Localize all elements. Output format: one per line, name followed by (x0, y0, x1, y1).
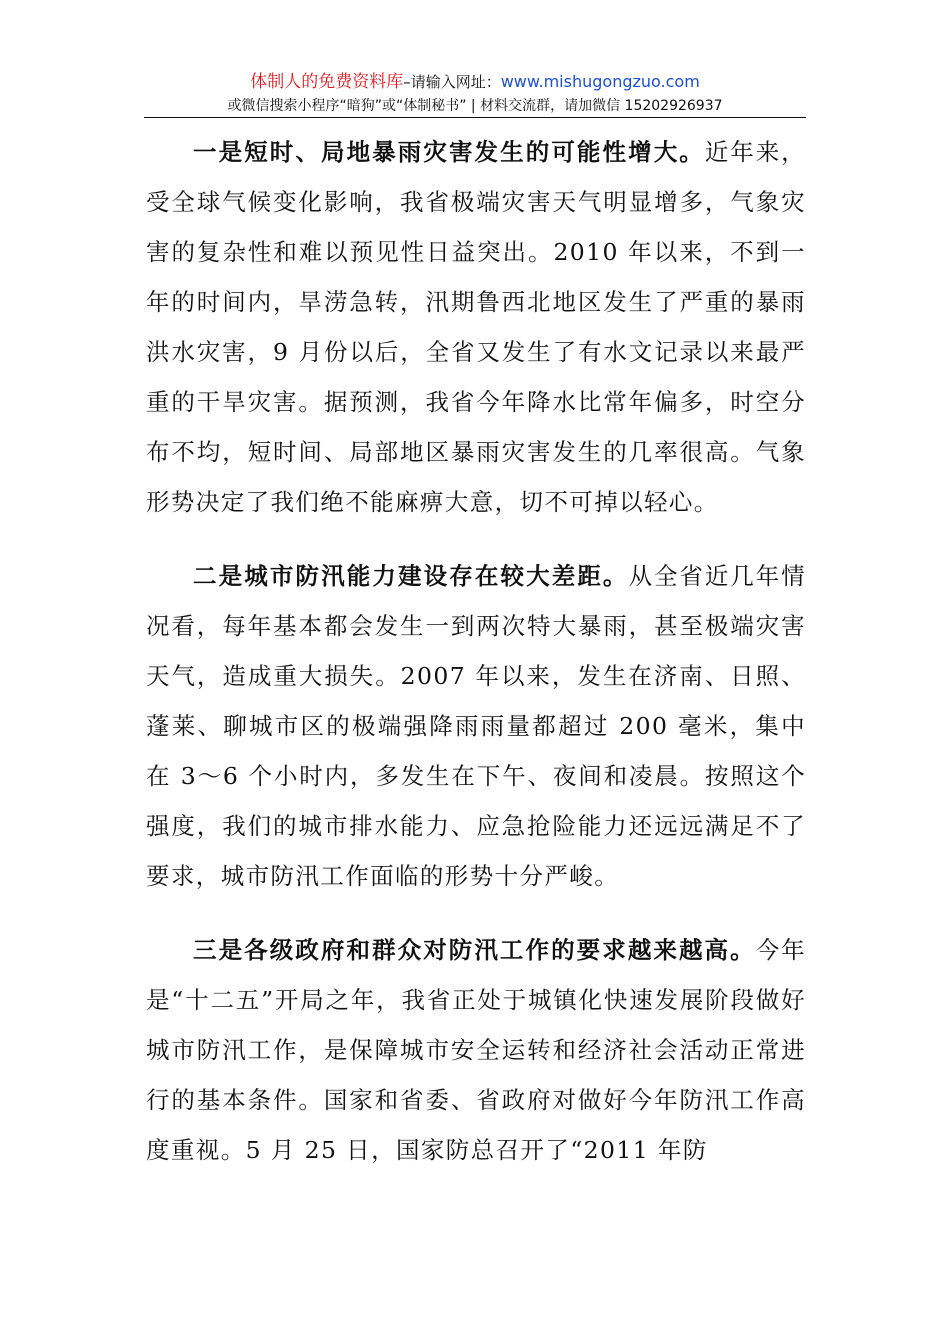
page-header (144, 70, 806, 118)
paragraph-2 (146, 551, 806, 901)
header-line-2: 或微信搜索小程序“暗狗”或“体制秘书” | 材料交流群，请加微信 15202926937 (227, 98, 723, 114)
header-brand: 体制人的免费资料库 (250, 72, 404, 92)
paragraph-2-body: 从全省近几年情况看，每年基本都会发生一到两次特大暴雨，甚至极端灾害天气，造成重大损失。2007 年以来，发生在济南、日照、蓬莱、聊城市区的极端强降雨雨量都超过 200 毫米，集中在 3～6 个小时内，多发生在下午、夜间和凌晨。按照这个强度，我们的城市排水能力、应急抢险能力还远远满足不了要求，城市防汛工作面临的形势十分严峻。 (146, 562, 806, 890)
paragraph-2-lead: 二是城市防汛能力建设存在较大差距。 (193, 562, 629, 590)
paragraph-1 (146, 127, 806, 527)
header-url-link[interactable]: www.mishugongzuo.com (500, 72, 700, 91)
paragraph-1-lead: 一是短时、局地暴雨灾害发生的可能性增大。 (193, 138, 705, 166)
paragraph-3 (146, 925, 806, 1175)
header-prompt: –请输入网址： (403, 73, 501, 91)
paragraph-1-body: 近年来，受全球气候变化影响，我省极端灾害天气明显增多，气象灾害的复杂性和难以预见性日益突出。2010 年以来，不到一年的时间内，旱涝急转，汛期鲁西北地区发生了严重的暴雨洪水灾害，9 月份以后，全省又发生了有水文记录以来最严重的干旱灾害。据预测，我省今年降水比常年偏多，时空分布不均，短时间、局部地区暴雨灾害发生的几率很高。气象形势决定了我们绝不能麻痹大意，切不可掉以轻心。 (146, 138, 806, 516)
document-body (146, 127, 806, 1199)
header-line-1 (144, 70, 806, 94)
header-divider (144, 117, 806, 118)
paragraph-3-lead: 三是各级政府和群众对防汛工作的要求越来越高。 (193, 936, 756, 964)
paragraph-3-body: 今年是“十二五”开局之年，我省正处于城镇化快速发展阶段做好城市防汛工作，是保障城市安全运转和经济社会活动正常进行的基本条件。国家和省委、省政府对做好今年防汛工作高度重视。5 月 25 日，国家防总召开了“2011 年防 (146, 936, 806, 1164)
